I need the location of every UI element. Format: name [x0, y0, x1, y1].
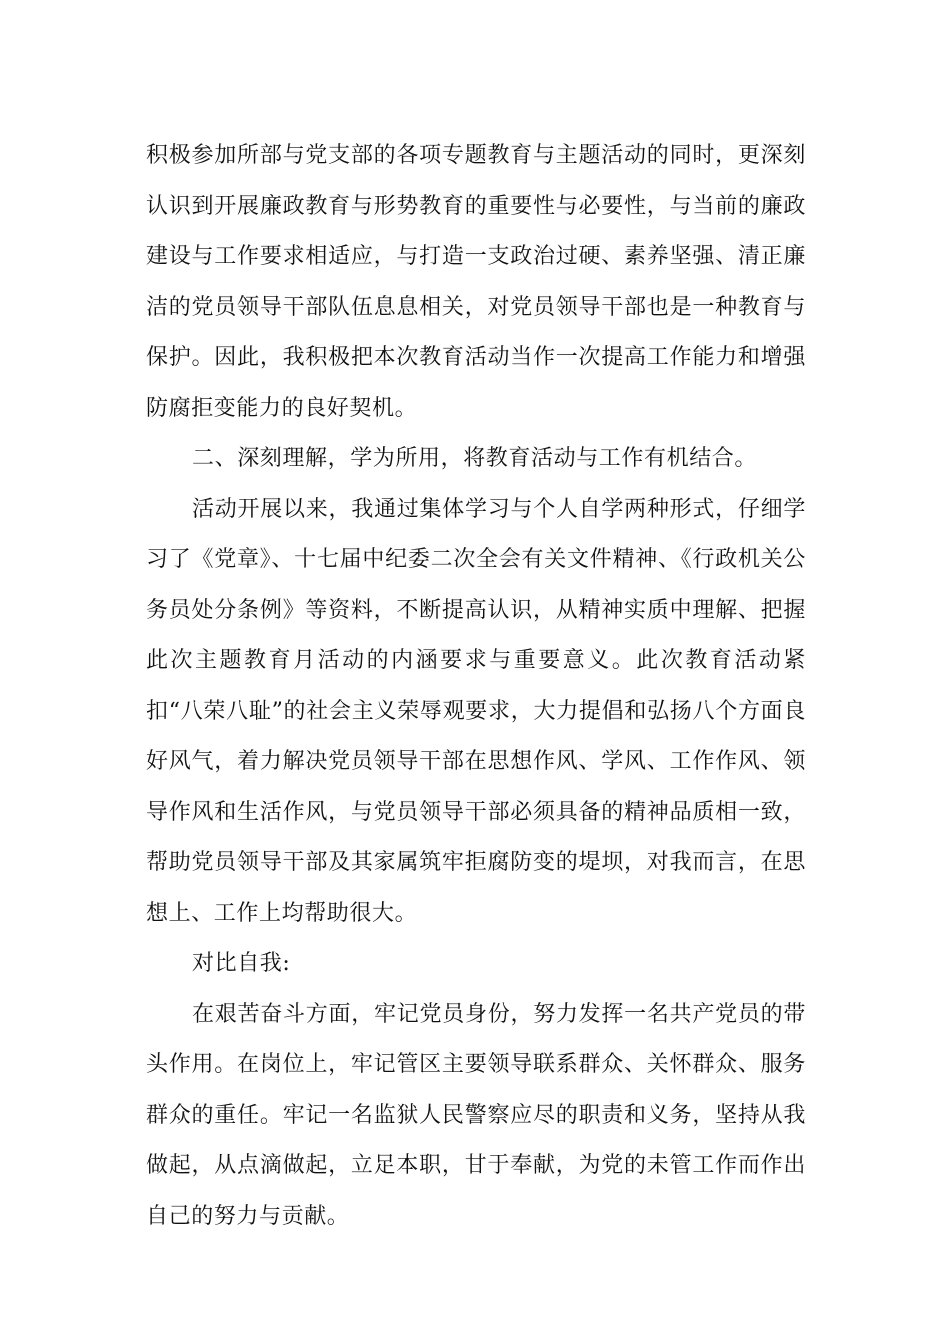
paragraph-hard-work: 在艰苦奋斗方面，牢记党员身份，努力发挥一名共产党员的带头作用。在岗位上，牢记管区主要领导联系群众、关怀群众、服务群众的重任。牢记一名监狱人民警察应尽的职责和义务，坚持从我做起，从点滴做起，立足本职，甘于奉献，为党的未管工作而作出自己的努力与贡献。 — [146, 1001, 806, 1229]
paragraph-continuation: 积极参加所部与党支部的各项专题教育与主题活动的同时，更深刻认识到开展廉政教育与形势教育的重要性与必要性，与当前的廉政建设与工作要求相适应，与打造一支政治过硬、素养坚强、清正廉洁的党员领导干部队伍息息相关，对党员领导干部也是一种教育与保护。因此，我积极把本次教育活动当作一次提高工作能力和增强防腐拒变能力的良好契机。 — [146, 143, 806, 421]
paragraph-activities: 活动开展以来，我通过集体学习与个人自学两种形式，仔细学习了《党章》、十七届中纪委二次全会有关文件精神、《行政机关公务员处分条例》等资料，不断提高认识，从精神实质中理解、把握此次主题教育月活动的内涵要求与重要意义。此次教育活动紧扣“八荣八耻”的社会主义荣辱观要求，大力提倡和弘扬八个方面良好风气，着力解决党员领导干部在思想作风、学风、工作作风、领导作风和生活作风，与党员领导干部必须具备的精神品质相一致，帮助党员领导干部及其家属筑牢拒腐防变的堤坝，对我而言，在思想上、工作上均帮助很大。 — [146, 496, 806, 926]
document-body — [146, 131, 806, 1242]
subheading-self-comparison: 对比自我: — [192, 951, 291, 976]
section-heading-two: 二、深刻理解，学为所用，将教育活动与工作有机结合。 — [192, 446, 758, 471]
